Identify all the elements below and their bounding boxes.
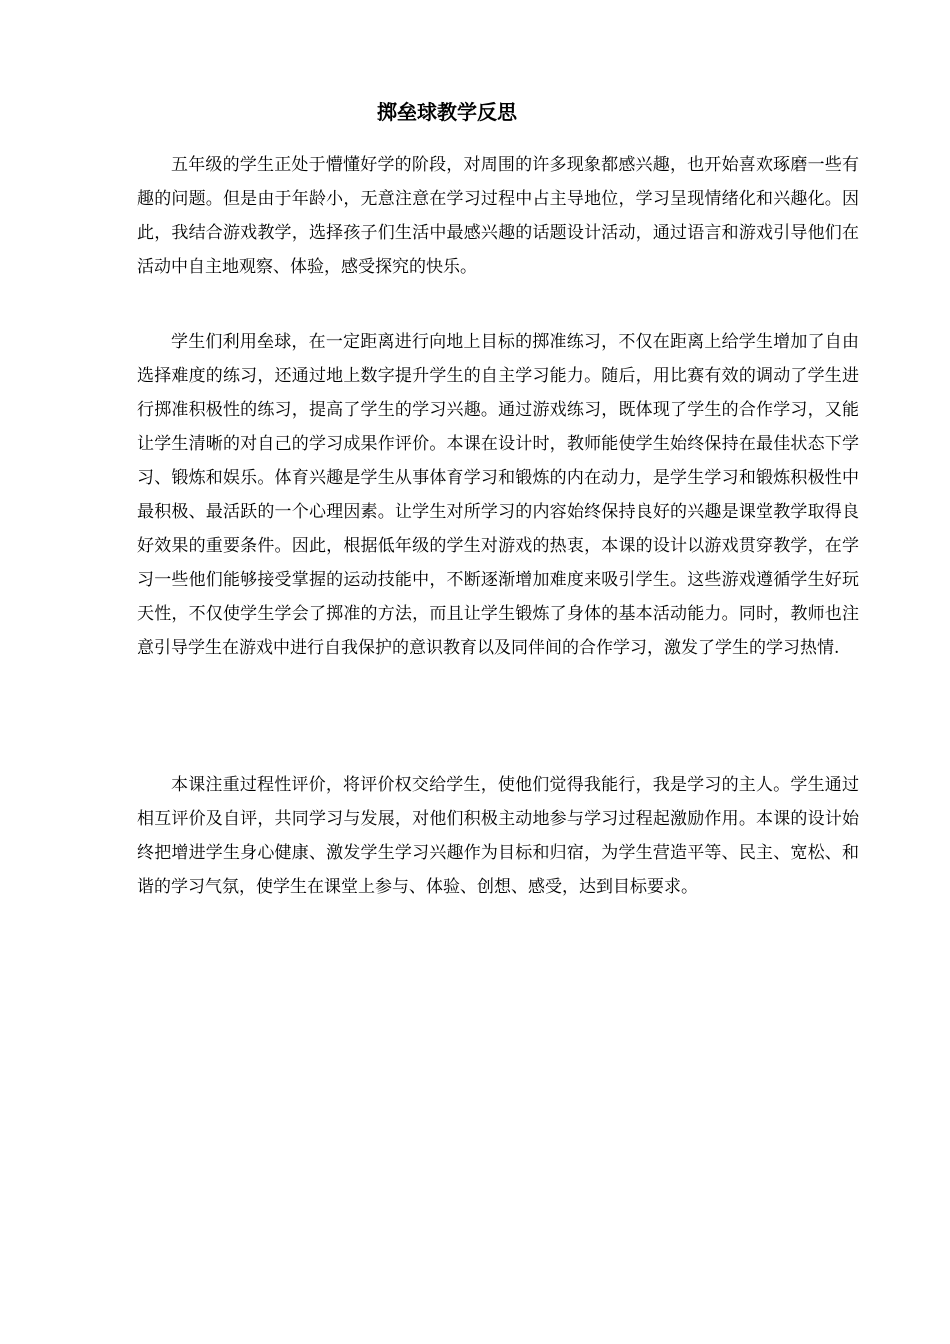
paragraph-3: 本课注重过程性评价，将评价权交给学生，使他们觉得我能行，我是学习的主人。学生通过相互评价及自评，共同学习与发展，对他们积极主动地参与学习过程起激励作用。本课的设计始终把增进学生身心健康、激发学生学习兴趣作为目标和归宿，为学生营造平等、民主、宽松、和谐的学习气氛，使学生在课堂上参与、体验、创想、感受，达到目标要求。 <box>137 775 859 897</box>
document-title: 掷垒球教学反思 <box>377 100 517 124</box>
paragraph-1: 五年级的学生正处于懵懂好学的阶段，对周围的许多现象都感兴趣，也开始喜欢琢磨一些有趣的问题。但是由于年龄小，无意注意在学习过程中占主导地位，学习呈现情绪化和兴趣化。因此，我结合游戏教学，选择孩子们生活中最感兴趣的话题设计活动，通过语言和游戏引导他们在活动中自主地观察、体验，感受探究的快乐。 <box>137 155 859 277</box>
paragraph-2: 学生们利用垒球，在一定距离进行向地上目标的掷准练习，不仅在距离上给学生增加了自由选择难度的练习，还通过地上数字提升学生的自主学习能力。随后，用比赛有效的调动了学生进行掷准积极性的练习，提高了学生的学习兴趣。通过游戏练习，既体现了学生的合作学习，又能让学生清晰的对自己的学习成果作评价。本课在设计时，教师能使学生始终保持在最佳状态下学习、锻炼和娱乐。体育兴趣是学生从事体育学习和锻炼的内在动力，是学生学习和锻炼积极性中最积极、最活跃的一个心理因素。让学生对所学习的内容始终保持良好的兴趣是课堂教学取得良好效果的重要条件。因此，根据低年级的学生对游戏的热衷，本课的设计以游戏贯穿教学，在学习一些他们能够接受掌握的运动技能中，不断逐渐增加难度来吸引学生。这些游戏遵循学生好玩天性，不仅使学生学会了掷准的方法，而且让学生锻炼了身体的基本活动能力。同时，教师也注意引导学生在游戏中进行自我保护的意识教育以及同伴间的合作学习，激发了学生的学习热情. <box>137 332 859 658</box>
